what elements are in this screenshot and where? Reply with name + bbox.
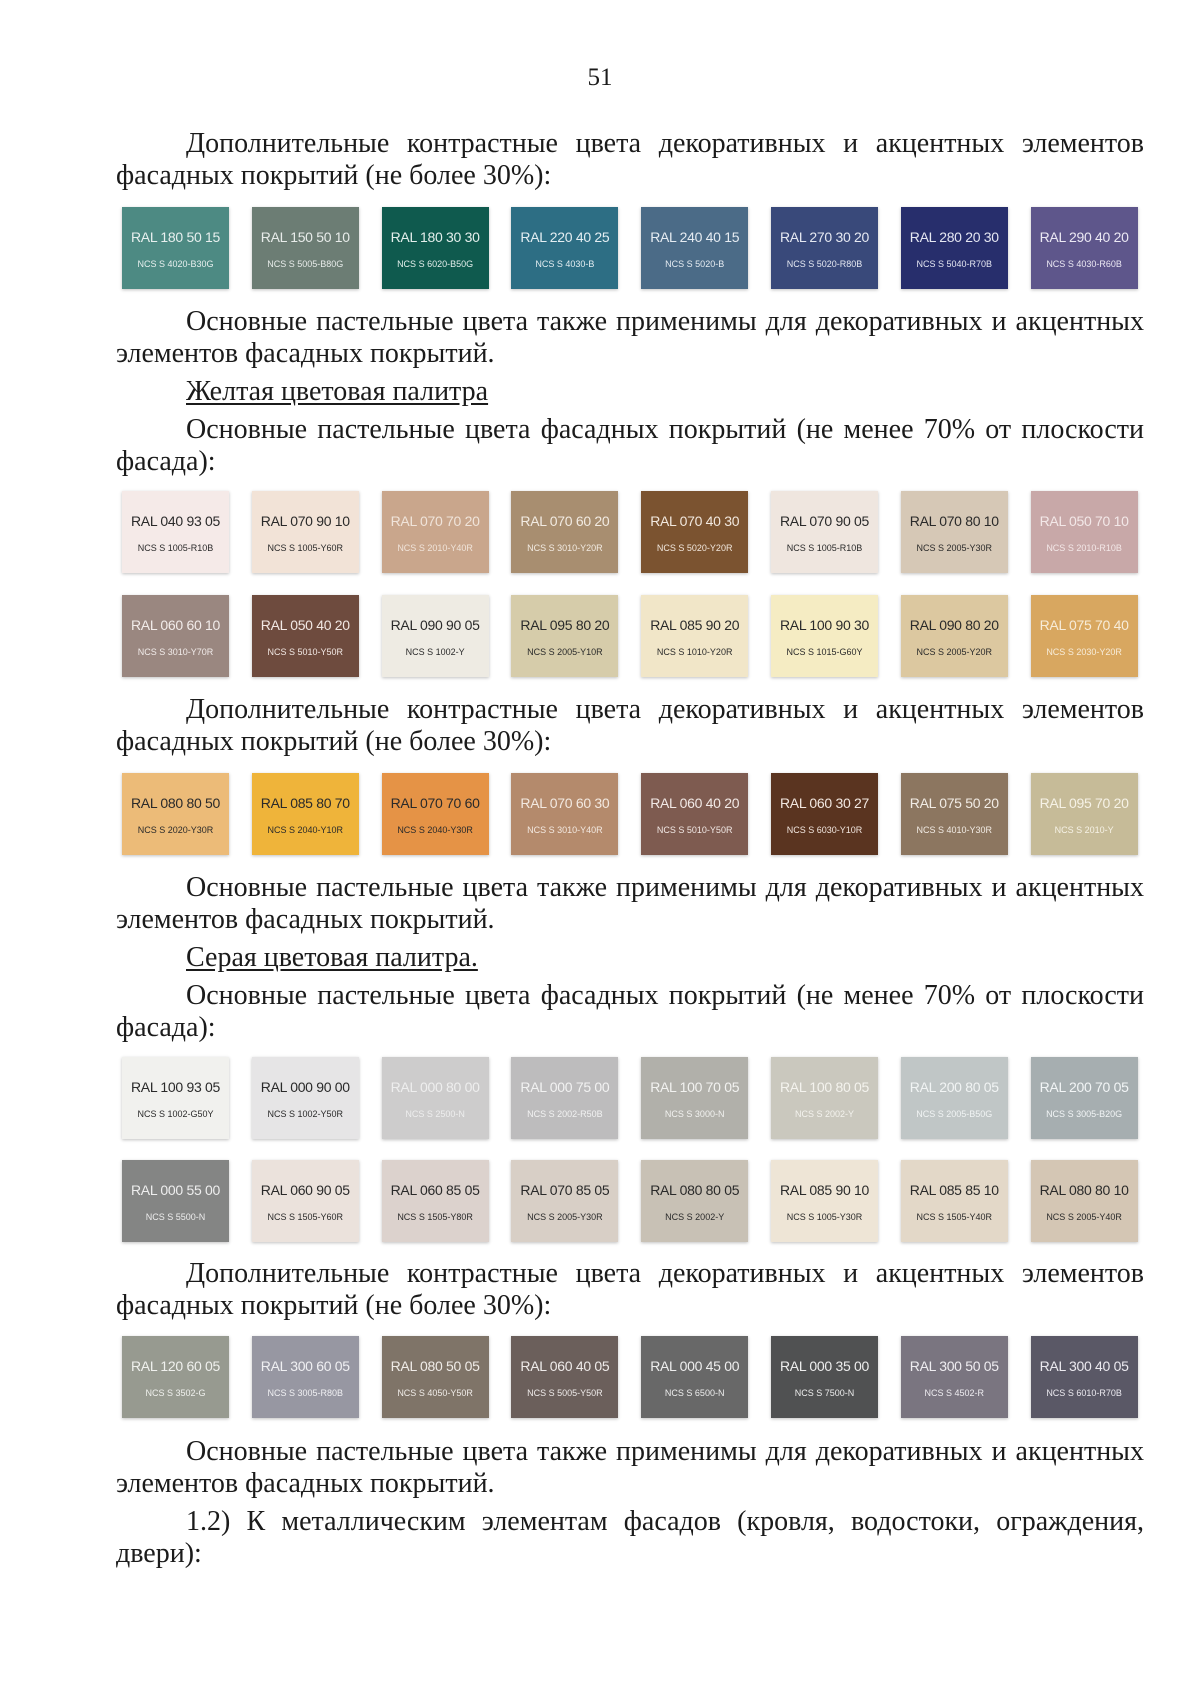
color-swatch: [122, 1336, 229, 1418]
ncs-code: NCS S 2010-Y: [1054, 825, 1114, 835]
ral-code: RAL 060 90 05: [260, 1182, 350, 1198]
ncs-code: NCS S 2005-B50G: [916, 1109, 993, 1119]
ral-code: RAL 080 80 50: [131, 795, 220, 811]
row-grey-extra: [122, 1336, 1138, 1420]
row-green-extra: [122, 207, 1138, 291]
ncs-code: NCS S 1005-R10B: [786, 543, 863, 553]
color-swatch: [901, 595, 1008, 677]
color-swatch: [252, 1336, 359, 1418]
ral-code: RAL 300 60 05: [260, 1358, 350, 1374]
ncs-code: NCS S 2002-Y: [665, 1212, 725, 1222]
ral-code: RAL 200 80 05: [909, 1079, 999, 1095]
color-swatch: [901, 207, 1008, 289]
color-swatch: [1031, 1057, 1138, 1139]
ncs-code: NCS S 3005-B20G: [1046, 1109, 1123, 1119]
ral-code: RAL 060 30 27: [780, 795, 869, 811]
color-swatch: [252, 1160, 359, 1242]
color-swatch: [511, 595, 618, 677]
ral-code: RAL 270 30 20: [780, 229, 869, 245]
ncs-code: NCS S 4020-B30G: [137, 259, 214, 269]
ral-code: RAL 085 80 70: [260, 795, 350, 811]
ncs-code: NCS S 1002-Y50R: [267, 1109, 344, 1119]
ncs-code: NCS S 2500-N: [405, 1109, 465, 1119]
ral-code: RAL 070 70 20: [390, 513, 480, 529]
ral-code: RAL 080 80 10: [1039, 1182, 1129, 1198]
para-yellow-note: Основные пастельные цвета также применимы для декоративных и акцентных элементов фасадных покрытий.: [116, 872, 1144, 935]
color-swatch: [511, 773, 618, 855]
ncs-code: NCS S 2040-Y10R: [267, 825, 344, 835]
ncs-code: NCS S 6020-B50G: [397, 259, 474, 269]
color-swatch: [771, 773, 878, 855]
ral-code: RAL 300 40 05: [1039, 1358, 1129, 1374]
ncs-code: NCS S 5020-B: [665, 259, 725, 269]
ral-code: RAL 070 60 30: [520, 795, 610, 811]
color-swatch: [1031, 773, 1138, 855]
color-swatch: [511, 207, 618, 289]
ncs-code: NCS S 5500-N: [145, 1212, 206, 1222]
ral-code: RAL 100 70 05: [650, 1079, 740, 1095]
color-swatch: [771, 207, 878, 289]
ncs-code: NCS S 1015-G60Y: [786, 647, 863, 657]
ral-code: RAL 120 60 05: [131, 1358, 220, 1374]
row-yellow-main-2: [122, 595, 1138, 679]
ral-code: RAL 060 40 20: [650, 795, 740, 811]
ncs-code: NCS S 1005-R10B: [137, 543, 214, 553]
ncs-code: NCS S 2005-Y10R: [527, 647, 603, 657]
color-swatch: [511, 1057, 618, 1139]
row-grey-main-2: [122, 1160, 1138, 1244]
ncs-code: NCS S 1010-Y20R: [656, 647, 733, 657]
ral-code: RAL 300 50 05: [909, 1358, 999, 1374]
color-swatch: [641, 491, 748, 573]
ncs-code: NCS S 3010-Y40R: [527, 825, 603, 835]
ral-code: RAL 000 55 00: [131, 1182, 220, 1198]
ral-code: RAL 060 85 05: [390, 1182, 480, 1198]
color-swatch: [641, 207, 748, 289]
para-grey-note: Основные пастельные цвета также применимы для декоративных и акцентных элементов фасадных покрытий.: [116, 1436, 1144, 1499]
color-swatch: [122, 1057, 229, 1139]
ral-code: RAL 070 85 05: [520, 1182, 610, 1198]
ral-code: RAL 070 90 10: [260, 513, 350, 529]
ral-code: RAL 000 75 00: [520, 1079, 610, 1095]
ral-code: RAL 095 70 20: [1039, 795, 1129, 811]
heading-yellow-palette: Желтая цветовая палитра: [186, 376, 489, 407]
ncs-code: NCS S 2010-R10B: [1046, 543, 1122, 553]
ncs-code: NCS S 2005-Y30R: [916, 543, 993, 553]
ncs-code: NCS S 4502-R: [924, 1388, 985, 1398]
color-swatch: [1031, 1160, 1138, 1242]
row-yellow-main-1: [122, 491, 1138, 575]
ral-code: RAL 180 30 30: [390, 229, 480, 245]
ncs-code: NCS S 6030-Y10R: [786, 825, 863, 835]
ral-code: RAL 280 20 30: [909, 229, 999, 245]
color-swatch: [1031, 1336, 1138, 1418]
color-swatch: [771, 491, 878, 573]
color-swatch: [122, 595, 229, 677]
ral-code: RAL 075 50 20: [909, 795, 999, 811]
ncs-code: NCS S 5020-R80B: [786, 259, 863, 269]
ncs-code: NCS S 6500-N: [664, 1388, 725, 1398]
color-swatch: [252, 491, 359, 573]
ncs-code: NCS S 3010-Y20R: [527, 543, 603, 553]
ral-code: RAL 080 50 05: [390, 1358, 480, 1374]
color-swatch: [382, 1336, 489, 1418]
ncs-code: NCS S 1002-Y: [405, 647, 465, 657]
ncs-code: NCS S 1005-Y30R: [786, 1212, 863, 1222]
ncs-code: NCS S 4030-B: [535, 259, 595, 269]
color-swatch: [122, 491, 229, 573]
ncs-code: NCS S 1505-Y40R: [916, 1212, 993, 1222]
color-swatch: [771, 1057, 878, 1139]
color-swatch: [641, 1160, 748, 1242]
ncs-code: NCS S 3010-Y70R: [137, 647, 214, 657]
ral-code: RAL 070 40 30: [650, 513, 740, 529]
para-metal: 1.2) К металлическим элементам фасадов (кровля, водостоки, ограждения, двери):: [116, 1506, 1144, 1569]
para-grey-main: Основные пастельные цвета фасадных покрытий (не менее 70% от плоскости фасада):: [116, 980, 1144, 1043]
ncs-code: NCS S 5040-R70B: [916, 259, 993, 269]
ncs-code: NCS S 1505-Y60R: [267, 1212, 344, 1222]
ncs-code: NCS S 2002-Y: [794, 1109, 855, 1119]
ral-code: RAL 100 90 30: [780, 617, 869, 633]
ral-code: RAL 000 90 00: [260, 1079, 350, 1095]
ral-code: RAL 070 60 20: [520, 513, 610, 529]
ncs-code: NCS S 5020-Y20R: [656, 543, 733, 553]
ral-code: RAL 075 70 40: [1039, 617, 1129, 633]
ral-code: RAL 240 40 15: [650, 229, 740, 245]
ral-code: RAL 070 90 05: [780, 513, 869, 529]
ncs-code: NCS S 2010-Y40R: [397, 543, 473, 553]
para-yellow-extra: Дополнительные контрастные цвета декоративных и акцентных элементов фасадных покрытий (не более 30%):: [116, 694, 1144, 757]
ral-code: RAL 000 45 00: [650, 1358, 740, 1374]
ncs-code: NCS S 1002-G50Y: [137, 1109, 214, 1119]
color-swatch: [641, 1057, 748, 1139]
ncs-code: NCS S 6010-R70B: [1046, 1388, 1122, 1398]
ncs-code: NCS S 2005-Y40R: [1046, 1212, 1122, 1222]
ncs-code: NCS S 4010-Y30R: [916, 825, 993, 835]
color-swatch: [382, 1057, 489, 1139]
color-swatch: [382, 491, 489, 573]
color-swatch: [382, 773, 489, 855]
ral-code: RAL 000 80 00: [390, 1079, 480, 1095]
ncs-code: NCS S 2040-Y30R: [397, 825, 473, 835]
ncs-code: NCS S 2030-Y20R: [1046, 647, 1122, 657]
ncs-code: NCS S 2005-Y30R: [527, 1212, 603, 1222]
color-swatch: [382, 207, 489, 289]
ncs-code: NCS S 4030-R60B: [1046, 259, 1122, 269]
color-swatch: [901, 1057, 1008, 1139]
color-swatch: [771, 1160, 878, 1242]
color-swatch: [252, 595, 359, 677]
ral-code: RAL 000 35 00: [780, 1358, 869, 1374]
color-swatch: [252, 773, 359, 855]
ral-code: RAL 050 70 10: [1039, 513, 1129, 529]
ncs-code: NCS S 1505-Y80R: [397, 1212, 473, 1222]
ral-code: RAL 040 93 05: [131, 513, 220, 529]
color-swatch: [901, 491, 1008, 573]
ncs-code: NCS S 2020-Y30R: [137, 825, 214, 835]
color-swatch: [1031, 207, 1138, 289]
ncs-code: NCS S 3000-N: [664, 1109, 725, 1119]
para-grey-extra: Дополнительные контрастные цвета декоративных и акцентных элементов фасадных покрытий (не более 30%):: [116, 1258, 1144, 1321]
color-swatch: [771, 1336, 878, 1418]
color-swatch: [1031, 491, 1138, 573]
ral-code: RAL 100 80 05: [780, 1079, 869, 1095]
color-swatch: [641, 595, 748, 677]
color-swatch: [122, 207, 229, 289]
ral-code: RAL 080 80 05: [650, 1182, 740, 1198]
color-swatch: [901, 1160, 1008, 1242]
ncs-code: NCS S 2002-R50B: [527, 1109, 603, 1119]
color-swatch: [382, 595, 489, 677]
ncs-code: NCS S 3005-R80B: [267, 1388, 344, 1398]
ral-code: RAL 290 40 20: [1039, 229, 1129, 245]
ral-code: RAL 085 90 20: [650, 617, 740, 633]
color-swatch: [252, 1057, 359, 1139]
color-swatch: [122, 773, 229, 855]
color-swatch: [122, 1160, 229, 1242]
color-swatch: [252, 207, 359, 289]
ncs-code: NCS S 4050-Y50R: [397, 1388, 473, 1398]
row-grey-main-1: [122, 1057, 1138, 1141]
color-swatch: [641, 1336, 748, 1418]
color-swatch: [511, 1160, 618, 1242]
ral-code: RAL 085 90 10: [780, 1182, 869, 1198]
para-green-extra: Дополнительные контрастные цвета декоративных и акцентных элементов фасадных покрытий (не более 30%):: [116, 128, 1144, 191]
color-swatch: [771, 595, 878, 677]
para-yellow-main: Основные пастельные цвета фасадных покрытий (не менее 70% от плоскости фасада):: [116, 414, 1144, 477]
ncs-code: NCS S 1005-Y60R: [267, 543, 344, 553]
ncs-code: NCS S 5010-Y50R: [267, 647, 344, 657]
ncs-code: NCS S 7500-N: [794, 1388, 855, 1398]
ncs-code: NCS S 5005-Y50R: [527, 1388, 603, 1398]
color-swatch: [382, 1160, 489, 1242]
ral-code: RAL 150 50 10: [260, 229, 350, 245]
ncs-code: NCS S 5010-Y50R: [656, 825, 733, 835]
color-swatch: [901, 773, 1008, 855]
ral-code: RAL 095 80 20: [520, 617, 610, 633]
ral-code: RAL 060 40 05: [520, 1358, 610, 1374]
ncs-code: NCS S 2005-Y20R: [916, 647, 993, 657]
ral-code: RAL 090 90 05: [390, 617, 480, 633]
color-swatch: [511, 491, 618, 573]
ral-code: RAL 060 60 10: [131, 617, 220, 633]
color-swatch: [901, 1336, 1008, 1418]
row-yellow-extra: [122, 773, 1138, 857]
para-green-note: Основные пастельные цвета также применимы для декоративных и акцентных элементов фасадных покрытий.: [116, 306, 1144, 369]
color-swatch: [641, 773, 748, 855]
ral-code: RAL 100 93 05: [131, 1079, 220, 1095]
color-swatch: [511, 1336, 618, 1418]
ncs-code: NCS S 5005-B80G: [267, 259, 344, 269]
heading-grey-palette: Серая цветовая палитра.: [186, 942, 478, 973]
ral-code: RAL 220 40 25: [520, 229, 610, 245]
color-swatch: [1031, 595, 1138, 677]
ral-code: RAL 090 80 20: [909, 617, 999, 633]
ral-code: RAL 070 80 10: [909, 513, 999, 529]
ncs-code: NCS S 3502-G: [145, 1388, 206, 1398]
ral-code: RAL 085 85 10: [909, 1182, 999, 1198]
page-number: 51: [587, 64, 613, 91]
ral-code: RAL 050 40 20: [260, 617, 350, 633]
ral-code: RAL 200 70 05: [1039, 1079, 1129, 1095]
ral-code: RAL 070 70 60: [390, 795, 480, 811]
ral-code: RAL 180 50 15: [131, 229, 220, 245]
